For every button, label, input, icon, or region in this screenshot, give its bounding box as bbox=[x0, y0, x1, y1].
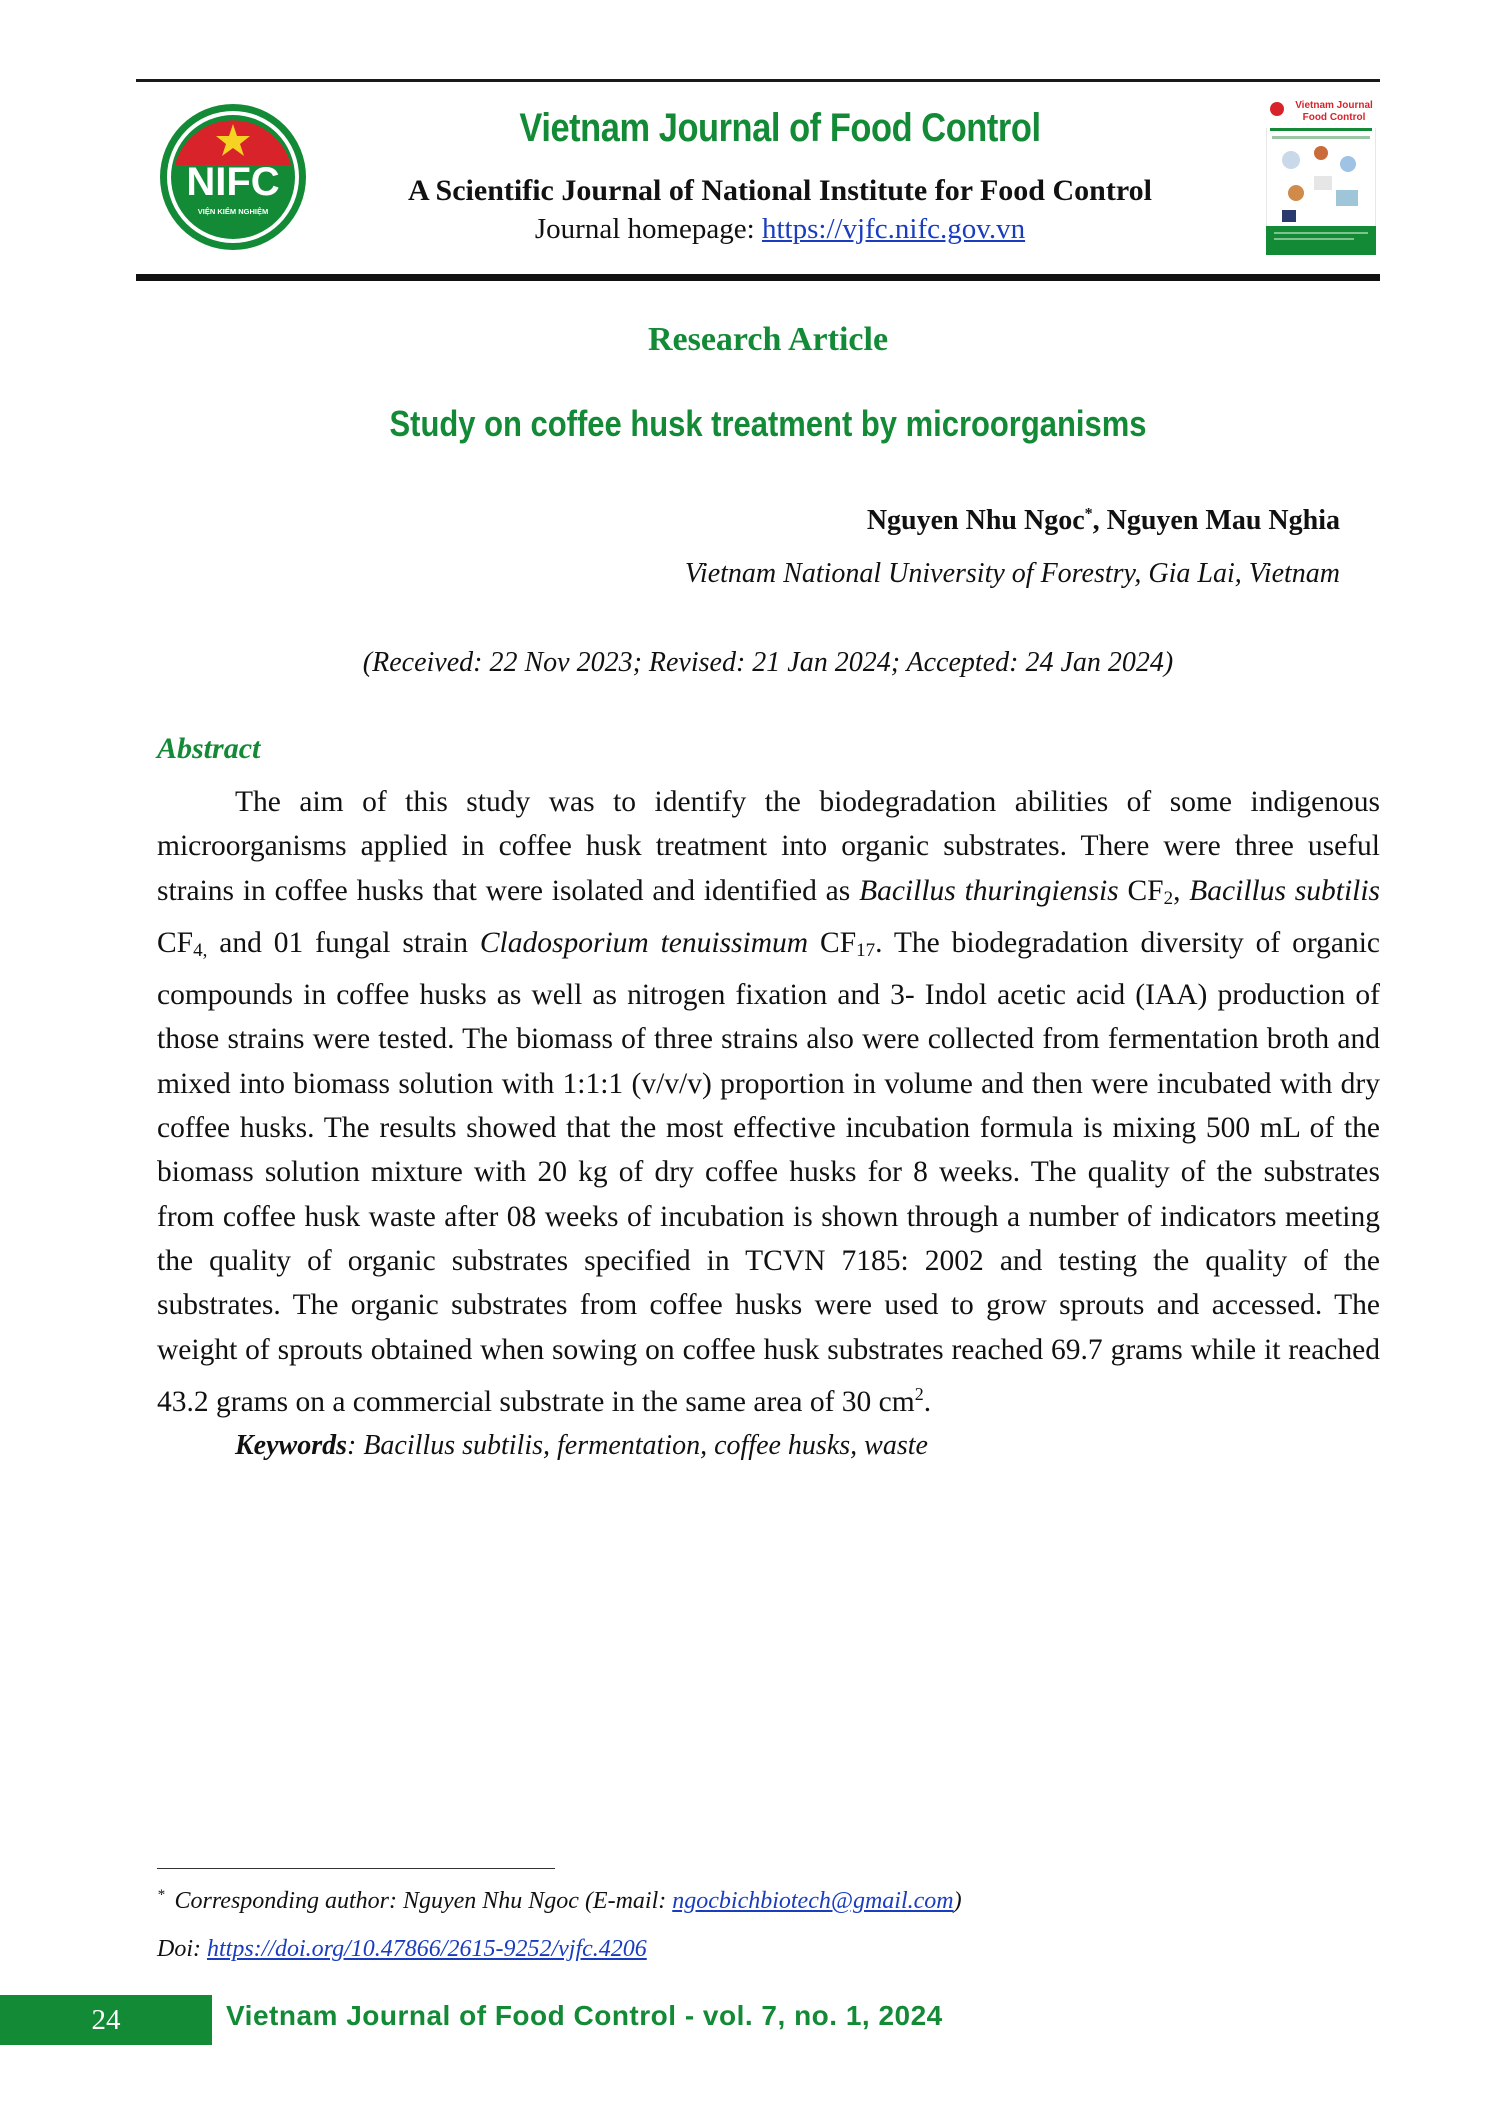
journal-name: Vietnam Journal of Food Control bbox=[519, 106, 1041, 150]
article-title: Study on coffee husk treatment by microorganisms bbox=[389, 403, 1147, 444]
page-number: 24 bbox=[0, 1995, 212, 2045]
authors bbox=[867, 505, 1340, 537]
footnote-rule bbox=[157, 1868, 555, 1869]
article-dates: (Received: 22 Nov 2023; Revised: 21 Jan 2024; Accepted: 24 Jan 2024) bbox=[362, 647, 1174, 678]
species-3: Cladosporium tenuissimum bbox=[479, 926, 809, 959]
abstract-heading: Abstract bbox=[157, 732, 261, 765]
nifc-logo bbox=[158, 102, 308, 252]
logo-text: NIFC bbox=[186, 160, 280, 204]
corresponding-mark: * bbox=[1084, 505, 1093, 523]
logo-caption: VIỆN KIỂM NGHIỆM bbox=[197, 207, 269, 216]
keywords bbox=[157, 1424, 1380, 1468]
email-link[interactable]: ngocbichbiotech@gmail.com bbox=[672, 1888, 954, 1914]
header-bottom-rule bbox=[136, 274, 1380, 281]
corresponding-footnote: * Corresponding author: Nguyen Nhu Ngoc (E-mail: ngocbichbiotech@gmail.com) bbox=[157, 1887, 962, 1914]
journal-cover-thumbnail bbox=[1266, 98, 1376, 255]
footnote-mark: * bbox=[157, 1887, 165, 1903]
keywords-list: : Bacillus subtilis, fermentation, coffee husks, waste bbox=[347, 1430, 928, 1462]
species-2: Bacillus subtilis bbox=[1189, 874, 1381, 907]
journal-subtitle: A Scientific Journal of National Institute for Food Control bbox=[408, 174, 1152, 207]
homepage-label: Journal homepage: bbox=[534, 213, 762, 245]
cover-title-2: Food Control bbox=[1302, 112, 1366, 123]
species-1: Bacillus thuringiensis bbox=[859, 874, 1119, 907]
author-2: Nguyen Mau Nghia bbox=[1106, 505, 1340, 536]
keywords-label: Keywords bbox=[235, 1430, 347, 1462]
author-separator: , bbox=[1092, 505, 1107, 536]
homepage-link[interactable]: https://vjfc.nifc.gov.vn bbox=[761, 213, 1026, 245]
affiliation: Vietnam National University of Forestry, Gia Lai, Vietnam bbox=[684, 558, 1340, 589]
journal-homepage bbox=[380, 213, 1180, 246]
doi-line: Doi: https://doi.org/10.47866/2615-9252/vjfc.4206 bbox=[157, 1936, 647, 1962]
doi-link[interactable]: https://doi.org/10.47866/2615-9252/vjfc.4206 bbox=[207, 1936, 647, 1962]
abstract-body bbox=[157, 780, 1380, 1468]
abstract-paragraph: The aim of this study was to identify the biodegradation abilities of some indigenous microorganisms applied in coffee husk treatment into organic substrates. There were three useful strains in coffee husks that were isolated and identified as Bacillus thuringiensis $CF_2$, Bacillus subtilis $CF_{4,}$ and 01 fungal strain Cladosporium tenuissimum $CF_{17}$. The biodegradation diversity of organic compounds in coffee husks as well as nitrogen fixation and 3- Indol acetic acid (IAA) production of those strains were tested. The biomass of three strains also were collected from fermentation broth and mixed into biomass solution with 1:1:1 (v/v/v) proportion in volume and then were incubated with dry coffee husks. The results showed that the most effective incubation formula is mixing 500 mL of the biomass solution mixture with 20 kg of dry coffee husks for 8 weeks. The quality of the substrates from coffee husk waste after 08 weeks of incubation is shown through a number of indicators meeting the quality of organic substrates specified in TCVN 7185: 2002 and testing the quality of the substrates. The organic substrates from coffee husks were used to grow sprouts and accessed. The weight of sprouts obtained when sowing on coffee husk substrates reached 69.7 grams while it reached 43.2 grams on a commercial substrate in the same area of 30 $cm^2$. bbox=[157, 786, 1381, 1418]
running-footer: Vietnam Journal of Food Control - vol. 7, no. 1, 2024 bbox=[226, 2000, 943, 2031]
author-1: Nguyen Nhu Ngoc bbox=[866, 505, 1085, 536]
cover-title-1: Vietnam Journal bbox=[1295, 100, 1373, 111]
article-type: Research Article bbox=[647, 321, 889, 358]
header-top-rule bbox=[136, 79, 1380, 82]
